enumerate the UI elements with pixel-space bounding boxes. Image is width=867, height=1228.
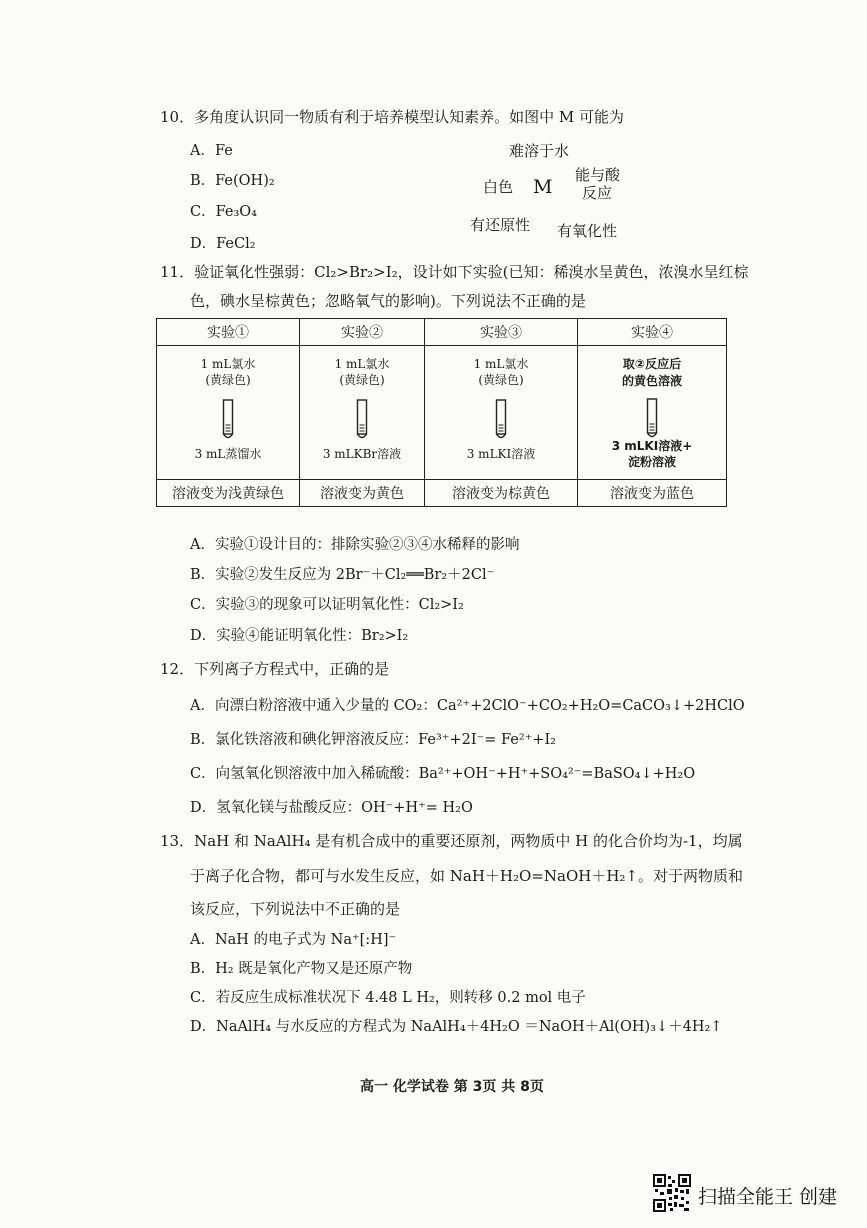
- table-result-exp2: 溶液变为黄色: [300, 480, 425, 507]
- test-tube-icon: [222, 399, 234, 441]
- table-header-exp3: 实验③: [425, 319, 578, 346]
- test-tube-icon: [356, 399, 368, 441]
- q10-option-c: C．Fe₃O₄: [190, 204, 257, 220]
- exp2-solution-label: 3 mLKBr溶液: [322, 447, 402, 461]
- diagram-right-label-1: 能与酸: [575, 166, 621, 184]
- diagram-bottom-right-label: 有氧化性: [557, 222, 618, 240]
- q11-stem-line-1: 11．验证氧化性强弱：Cl₂>Br₂>I₂，设计如下实验(已知：稀溴水呈黄色，浓溴水呈红棕: [160, 263, 749, 281]
- q10-option-d: D．FeCl₂: [190, 236, 256, 252]
- q12-option-a: A．向漂白粉溶液中通入少量的 CO₂：Ca²⁺+2ClO⁻+CO₂+H₂O=CaCO₃↓+2HClO: [190, 698, 745, 714]
- exp4-solution-label: 3 mLKI溶液+ 淀粉溶液: [611, 439, 693, 469]
- q13-stem-line-3: 该反应，下列说法中不正确的是: [190, 900, 401, 918]
- page-footer: 高一 化学试卷 第 3页 共 8页: [360, 1079, 544, 1095]
- test-tube-icon: [646, 398, 658, 440]
- q13-stem-line-1: 13．NaH 和 NaAlH₄ 是有机合成中的重要还原剂，两物质中 H 的化合价均为-1，均属: [160, 832, 743, 850]
- q10-stem: 10．多角度认识同一物质有利于培养模型认知素养。如图中 M 可能为: [160, 108, 624, 126]
- test-tube-icon: [495, 399, 507, 441]
- diagram-right-label-2: 反应: [582, 184, 613, 202]
- diagram-bottom-left-label: 有还原性: [470, 216, 531, 234]
- table-header-exp4: 实验④: [578, 319, 727, 346]
- q12-stem: 12．下列离子方程式中，正确的是: [160, 660, 390, 678]
- exp4-reagent-label: 取②反应后 的黄色溶液: [621, 357, 682, 388]
- q13-stem-line-2: 于离子化合物，都可与水发生反应，如 NaH＋H₂O=NaOH＋H₂↑。对于两物质和: [190, 867, 743, 885]
- q11-option-a: A．实验①设计目的：排除实验②③④水稀释的影响: [190, 537, 520, 553]
- exp1-solution-label: 3 mL蒸馏水: [194, 447, 262, 461]
- exp1-reagent-label: 1 mL氯水 (黄绿色): [200, 357, 256, 387]
- exp3-solution-label: 3 mLKI溶液: [466, 447, 536, 461]
- table-header-exp1: 实验①: [157, 319, 300, 346]
- q11-option-c: C．实验③的现象可以证明氧化性：Cl₂>I₂: [190, 597, 464, 613]
- table-cell-exp4-apparatus: [578, 346, 727, 480]
- diagram-left-label: 白色: [483, 178, 514, 196]
- diagram-center-m: M: [533, 176, 553, 198]
- table-result-exp1: 溶液变为浅黄绿色: [157, 480, 300, 507]
- q11-stem-line-2: 色，碘水呈棕黄色；忽略氧气的影响)。下列说法不正确的是: [190, 292, 586, 310]
- q13-option-b: B．H₂ 既是氧化产物又是还原产物: [190, 961, 413, 977]
- q13-option-d: D．NaAlH₄ 与水反应的方程式为 NaAlH₄＋4H₂O ＝NaOH＋Al(OH)₃↓＋4H₂↑: [190, 1019, 723, 1035]
- q11-option-d: D．实验④能证明氧化性：Br₂>I₂: [190, 628, 409, 644]
- exp2-reagent-label: 1 mL氯水 (黄绿色): [334, 357, 390, 387]
- q13-option-a: A．NaH 的电子式为 Na⁺[:H]⁻: [190, 932, 397, 948]
- table-cell-exp2-apparatus: [300, 346, 425, 480]
- q12-option-d: D．氢氧化镁与盐酸反应：OH⁻+H⁺= H₂O: [190, 800, 473, 816]
- q10-option-a: A．Fe: [190, 143, 233, 159]
- exp3-reagent-label: 1 mL氯水 (黄绿色): [473, 357, 529, 387]
- q10-option-b: B．Fe(OH)₂: [190, 173, 275, 189]
- scanner-watermark-text: 扫描全能王 创建: [698, 1186, 838, 1208]
- table-result-exp3: 溶液变为棕黄色: [425, 480, 578, 507]
- qr-code-icon: [653, 1174, 691, 1212]
- q11-experiment-table: [156, 318, 727, 507]
- q12-option-b: B．氯化铁溶液和碘化钾溶液反应：Fe³⁺+2I⁻= Fe²⁺+I₂: [190, 732, 556, 748]
- q12-option-c: C．向氢氧化钡溶液中加入稀硫酸：Ba²⁺+OH⁻+H⁺+SO₄²⁻=BaSO₄↓+H₂O: [190, 766, 696, 782]
- q13-option-c: C．若反应生成标准状况下 4.48 L H₂，则转移 0.2 mol 电子: [190, 990, 586, 1006]
- table-cell-exp1-apparatus: [157, 346, 300, 480]
- table-cell-exp3-apparatus: [425, 346, 578, 480]
- table-header-exp2: 实验②: [300, 319, 425, 346]
- q11-option-b: B．实验②发生反应为 2Br⁻＋Cl₂══Br₂＋2Cl⁻: [190, 567, 495, 583]
- diagram-top-label: 难溶于水: [509, 142, 570, 160]
- table-result-exp4: 溶液变为蓝色: [578, 480, 727, 507]
